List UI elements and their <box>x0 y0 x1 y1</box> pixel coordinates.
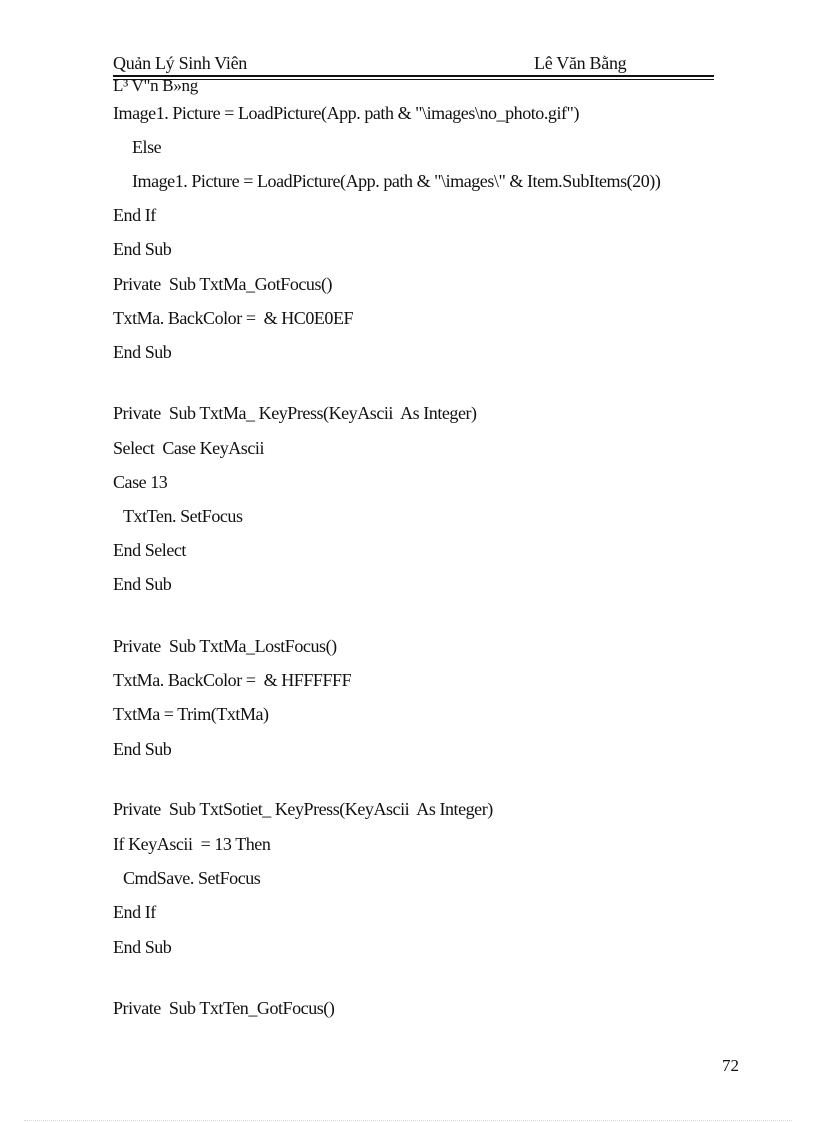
code-line: Private Sub TxtMa_ KeyPress(KeyAscii As Integer) <box>113 403 477 423</box>
header-rule-thick <box>113 75 714 77</box>
code-line: Case 13 <box>113 472 168 492</box>
code-line: Select Case KeyAscii <box>113 438 265 458</box>
code-line: Image1. Picture = LoadPicture(App. path & "\images\no_photo.gif") <box>113 103 579 123</box>
header-rule-thin <box>113 79 714 80</box>
code-line: End Sub <box>113 239 172 259</box>
header-garbled-author: L³ V"n B»ng <box>113 76 198 95</box>
header-title: Quản Lý Sinh Viên <box>113 53 247 73</box>
footer-divider <box>24 1120 792 1121</box>
code-line: Private Sub TxtMa_LostFocus() <box>113 636 337 656</box>
code-line: TxtMa = Trim(TxtMa) <box>113 704 269 724</box>
code-line: TxtMa. BackColor = & HC0E0EF <box>113 308 354 328</box>
code-line: Private Sub TxtSotiet_ KeyPress(KeyAscii As Integer) <box>113 799 493 819</box>
code-line: End Sub <box>113 574 172 594</box>
header-author: Lê Văn Bằng <box>534 53 627 73</box>
code-line: Private Sub TxtTen_GotFocus() <box>113 998 335 1018</box>
code-line: Image1. Picture = LoadPicture(App. path & "\images\" & Item.SubItems(20)) <box>132 171 661 191</box>
code-line: TxtMa. BackColor = & HFFFFFF <box>113 670 352 690</box>
code-line: Else <box>132 137 162 157</box>
code-line: End Select <box>113 540 186 560</box>
code-line: End Sub <box>113 937 172 957</box>
code-line: End If <box>113 902 156 922</box>
code-line: If KeyAscii = 13 Then <box>113 834 271 854</box>
code-line: TxtTen. SetFocus <box>123 506 243 526</box>
code-line: CmdSave. SetFocus <box>123 868 261 888</box>
code-line: End Sub <box>113 342 172 362</box>
code-line: Private Sub TxtMa_GotFocus() <box>113 274 333 294</box>
code-line: End If <box>113 205 156 225</box>
page-number: 72 <box>722 1056 739 1075</box>
code-line: End Sub <box>113 739 172 759</box>
